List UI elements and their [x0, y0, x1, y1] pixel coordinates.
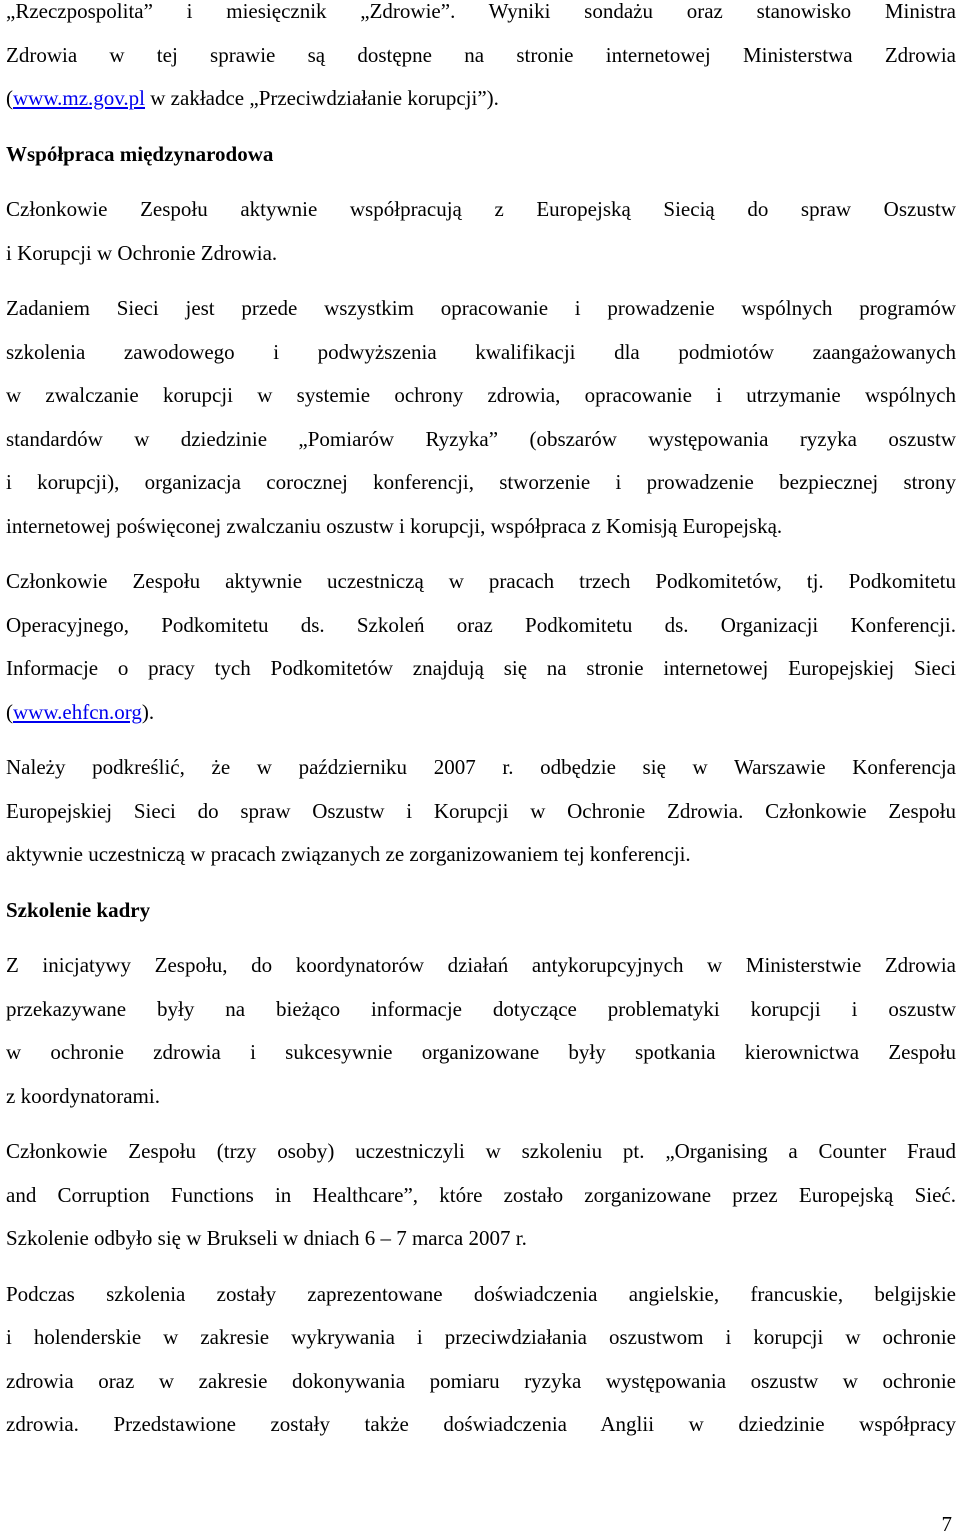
- text-fragment: w zakładce „Przeciwdziałanie korupcji”).: [145, 86, 499, 110]
- text-line: and Corruption Functions in Healthcare”, które zostało zorganizowane przez Europejską Sieć.: [6, 1182, 956, 1207]
- text-line: Zdrowia w tej sprawie są dostępne na stronie internetowej Ministerstwa Zdrowia: [6, 42, 956, 67]
- text-line: Szkolenie odbyło się w Brukseli w dniach 6 – 7 marca 2007 r.: [6, 1226, 527, 1250]
- text-line: [6, 77, 956, 121]
- text-line: Członkowie Zespołu aktywnie uczestniczą w pracach trzech Podkomitetów, tj. Podkomitetu: [6, 569, 956, 593]
- intro-paragraph: [6, 0, 956, 121]
- text-line: Europejskiej Sieci do spraw Oszustw i Korupcji w Ochronie Zdrowia. Członkowie Zespołu: [6, 798, 956, 823]
- paragraph: [6, 188, 956, 275]
- text-line: zdrowia. Przedstawione zostały także doświadczenia Anglii w dziedzinie współpracy: [6, 1412, 956, 1436]
- mz-gov-link[interactable]: www.mz.gov.pl: [13, 86, 146, 110]
- document-page: [6, 0, 956, 1459]
- paragraph: [6, 1273, 956, 1447]
- text-line: Informacje o pracy tych Podkomitetów znajdują się na stronie internetowej Europejskiej Sieci: [6, 656, 956, 680]
- text-line: przekazywane były na bieżąco informacje dotyczące problematyki korupcji i oszustw: [6, 996, 956, 1021]
- text-line: szkolenia zawodowego i podwyższenia kwalifikacji dla podmiotów zaangażowanych: [6, 339, 956, 364]
- text-line: i korupcji), organizacja corocznej konferencji, stworzenie i prowadzenie bezpiecznej strony: [6, 470, 956, 494]
- text-line: w zwalczanie korupcji w systemie ochrony zdrowia, opracowanie i utrzymanie wspólnych: [6, 383, 956, 407]
- text-line: Operacyjnego, Podkomitetu ds. Szkoleń oraz Podkomitetu ds. Organizacji Konferencji.: [6, 612, 956, 637]
- text-line: Zadaniem Sieci jest przede wszystkim opracowanie i prowadzenie wspólnych programów: [6, 296, 956, 320]
- section-international-cooperation: [6, 133, 956, 177]
- text-line: [6, 691, 956, 735]
- paren-close: ).: [141, 699, 155, 724]
- ehfcn-link[interactable]: www.ehfcn.org: [13, 699, 142, 724]
- section-heading: Współpraca międzynarodowa: [6, 141, 274, 166]
- text-line: „Rzeczpospolita” i miesięcznik „Zdrowie”. Wyniki sondażu oraz stanowisko Ministra: [6, 0, 956, 23]
- text-line: standardów w dziedzinie „Pomiarów Ryzyka” (obszarów występowania ryzyka oszustw: [6, 426, 956, 451]
- section-heading: Szkolenie kadry: [6, 897, 151, 922]
- paragraph: [6, 944, 956, 1118]
- text-line: Z inicjatywy Zespołu, do koordynatorów działań antykorupcyjnych w Ministerstwie Zdrowia: [6, 953, 956, 977]
- paren-open: (: [6, 699, 13, 724]
- paragraph: [6, 560, 956, 734]
- paragraph: [6, 287, 956, 548]
- paren-open: (: [6, 86, 13, 110]
- text-line: Podczas szkolenia zostały zaprezentowane doświadczenia angielskie, francuskie, belgijskie: [6, 1281, 956, 1306]
- text-line: Członkowie Zespołu (trzy osoby) uczestniczyli w szkoleniu pt. „Organising a Counter Fraud: [6, 1139, 956, 1163]
- page-number: 7: [941, 1512, 952, 1536]
- text-line: i holenderskie w zakresie wykrywania i przeciwdziałania oszustwom i korupcji w ochronie: [6, 1325, 956, 1349]
- text-line: Członkowie Zespołu aktywnie współpracują z Europejską Siecią do spraw Oszustw: [6, 197, 956, 221]
- text-line: aktywnie uczestniczą w pracach związanych ze zorganizowaniem tej konferencji.: [6, 842, 691, 866]
- paragraph: [6, 746, 956, 877]
- text-line: internetowej poświęconej zwalczaniu oszustw i korupcji, współpraca z Komisją Europejską.: [6, 513, 783, 538]
- text-line: i Korupcji w Ochronie Zdrowia.: [6, 240, 278, 265]
- section-staff-training: [6, 889, 956, 933]
- text-line: zdrowia oraz w zakresie dokonywania pomiaru ryzyka występowania oszustw w ochronie: [6, 1368, 956, 1393]
- text-line: Należy podkreślić, że w październiku 2007 r. odbędzie się w Warszawie Konferencja: [6, 755, 956, 779]
- paragraph: [6, 1130, 956, 1261]
- text-line: w ochronie zdrowia i sukcesywnie organizowane były spotkania kierownictwa Zespołu: [6, 1040, 956, 1064]
- text-line: z koordynatorami.: [6, 1083, 160, 1108]
